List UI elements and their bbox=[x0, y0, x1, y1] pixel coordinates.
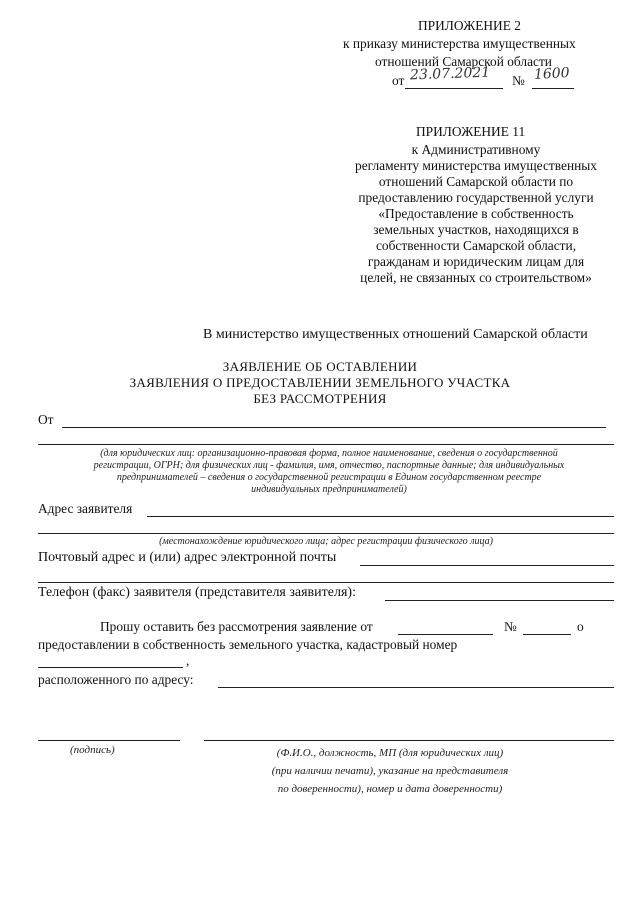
order-date-handwritten: 23.07.2021 bbox=[409, 64, 491, 84]
signer-note-line: (при наличии печати), указание на представителя bbox=[271, 765, 509, 777]
appendix-11-line: «Предоставление в собственность bbox=[378, 206, 574, 221]
from-field-line-2[interactable] bbox=[38, 444, 614, 445]
request-number-field[interactable] bbox=[523, 634, 571, 635]
appendix-11-line: целей, не связанных со строительством» bbox=[360, 270, 592, 285]
appendix-2-line-2: отношений Самарской области bbox=[375, 54, 552, 69]
request-text-part-1: Прошу оставить без рассмотрения заявление от bbox=[100, 619, 373, 634]
appendix-11-title: ПРИЛОЖЕНИЕ 11 bbox=[416, 124, 526, 139]
from-note-line: предпринимателей – сведения о государственной регистрации в Едином государственном реестре bbox=[116, 472, 542, 483]
appendix-11-line: регламенту министерства имущественных bbox=[355, 158, 597, 173]
from-field[interactable] bbox=[62, 427, 606, 428]
applicant-address-label: Адрес заявителя bbox=[38, 501, 133, 516]
signer-note bbox=[240, 744, 540, 798]
phone-field[interactable] bbox=[385, 600, 614, 601]
order-date-prefix: от bbox=[392, 73, 405, 88]
from-note-line: индивидуальных предпринимателей) bbox=[251, 484, 407, 495]
postal-address-label: Почтовый адрес и (или) адрес электронной почты bbox=[38, 550, 337, 565]
appendix-2-line-1: к приказу министерства имущественных bbox=[343, 36, 576, 51]
request-comma: , bbox=[186, 653, 190, 668]
order-date-underline bbox=[405, 88, 503, 89]
addressee: В министерство имущественных отношений Самарской области bbox=[203, 327, 588, 342]
request-number-sign: № bbox=[504, 619, 517, 634]
order-number-handwritten: 1600 bbox=[533, 65, 571, 83]
appendix-11-line: отношений Самарской области по bbox=[378, 174, 574, 189]
request-date-field[interactable] bbox=[398, 634, 493, 635]
phone-label: Телефон (факс) заявителя (представителя заявителя): bbox=[38, 585, 356, 600]
signer-name-field[interactable] bbox=[204, 740, 614, 741]
signature-note: (подпись) bbox=[70, 744, 115, 756]
from-note bbox=[40, 448, 618, 496]
cadastral-number-field[interactable] bbox=[38, 667, 183, 668]
appendix-11-line: собственности Самарской области, bbox=[375, 238, 577, 253]
postal-address-field-line-2[interactable] bbox=[38, 582, 614, 583]
document-title-line: ЗАЯВЛЕНИЕ ОБ ОСТАВЛЕНИИ bbox=[222, 359, 418, 374]
located-address-field[interactable] bbox=[218, 687, 614, 688]
located-label: расположенного по адресу: bbox=[38, 672, 194, 687]
from-label: От bbox=[38, 412, 54, 427]
applicant-address-field[interactable] bbox=[147, 516, 614, 517]
from-note-line: (для юридических лиц: организационно-правовая форма, полное наименование, сведения о государственной bbox=[100, 448, 558, 459]
signer-note-line: по доверенности), номер и дата доверенности) bbox=[277, 783, 503, 795]
appendix-11-line: к Административному bbox=[411, 142, 541, 157]
request-text-part-2: о bbox=[577, 619, 584, 634]
appendix-11-line: предоставлению государственной услуги bbox=[358, 190, 594, 205]
document-title bbox=[80, 359, 560, 407]
document-title-line: ЗАЯВЛЕНИЯ О ПРЕДОСТАВЛЕНИИ ЗЕМЕЛЬНОГО УЧАСТКА bbox=[129, 375, 511, 390]
applicant-address-note: (местонахождение юридического лица; адрес регистрации физического лица) bbox=[159, 536, 493, 547]
document-title-line: БЕЗ РАССМОТРЕНИЯ bbox=[253, 391, 387, 406]
order-number-underline bbox=[532, 88, 574, 89]
appendix-11-text bbox=[326, 142, 626, 286]
from-note-line: регистрации, ОГРН; для физических лиц - фамилия, имя, отчество, паспортные данные; для индивидуальных bbox=[93, 460, 565, 471]
applicant-address-field-line-2[interactable] bbox=[38, 533, 614, 534]
appendix-11-line: земельных участков, находящихся в bbox=[373, 222, 579, 237]
signature-field[interactable] bbox=[38, 740, 180, 741]
postal-address-field[interactable] bbox=[360, 565, 614, 566]
order-number-prefix: № bbox=[512, 73, 525, 88]
appendix-2-title: ПРИЛОЖЕНИЕ 2 bbox=[418, 18, 521, 33]
signer-note-line: (Ф.И.О., должность, МП (для юридических лиц) bbox=[276, 747, 504, 759]
request-text-line-2: предоставлении в собственность земельного участка, кадастровый номер bbox=[38, 637, 458, 652]
appendix-11-line: гражданам и юридическим лицам для bbox=[367, 254, 585, 269]
